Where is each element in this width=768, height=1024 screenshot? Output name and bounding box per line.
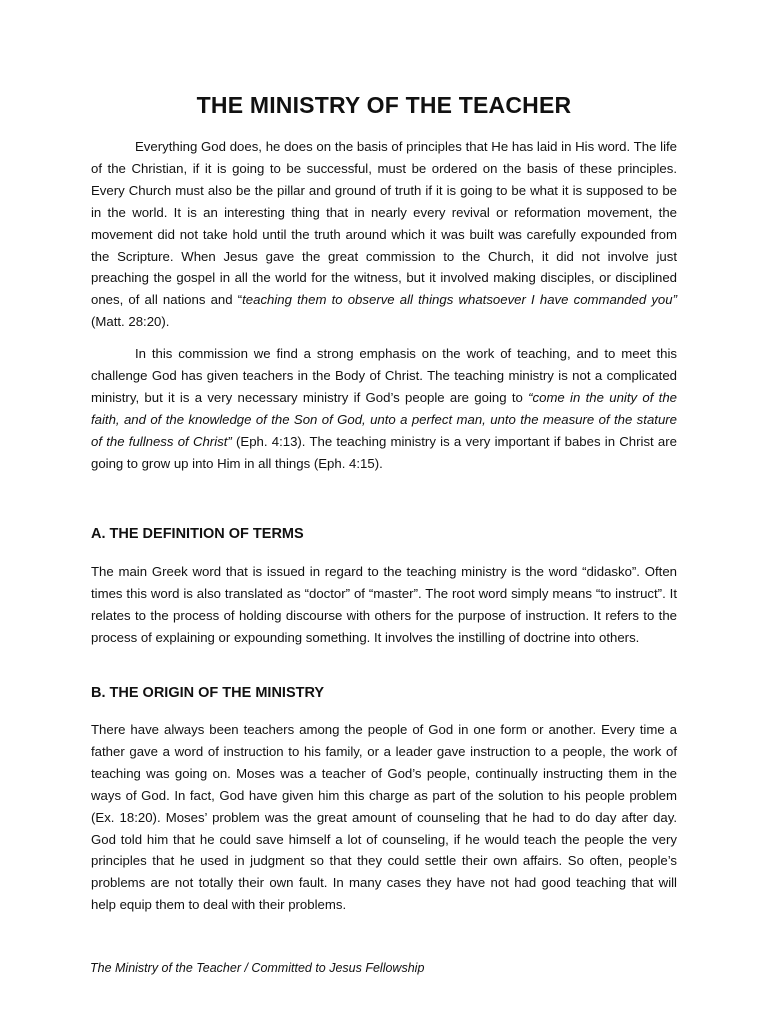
commission-scripture-quote: “come in the unity of the faith, and of the knowledge of the Son of God, unto a perfect man, unto the measure of the stature of the fullness of Christ”	[91, 389, 677, 449]
section-b-heading: B. THE ORIGIN OF THE MINISTRY	[91, 685, 325, 701]
intro-text-start: Everything God does, he does on the basis of principles that He has laid in His word. The life of the Christian, if it is going to be successful, must be ordered on the basis of these principles. Every Church must also be the pillar and ground of truth if it is going to be what it is supposed to be in the world. It is an interesting thing that in nearly every revival or reformation movement, the movement did not take hold until the truth around which it was built was carefully expounded from the Scripture. When Jesus gave the great commission to the Church, it did not involve just preaching the gospel in all the world for the witness, but it involved making disciples, or disciplined ones, of all nations and “	[91, 139, 677, 308]
section-b-paragraph: There have always been teachers among the people of God in one form or another. Every time a father gave a word of instruction to his family, or a leader gave instruction to a people, the work of teaching was going on. Moses was a teacher of God’s people, continually instructing them in the ways of God. In fact, God have given him this charge as part of the solution to his people problem (Ex. 18:20). Moses’ problem was the great amount of counseling that he had to do day after day. God told him that he could save himself a lot of counseling, if he would teach the people the very principles that he used in judgment so that they could settle their own affairs. So often, people’s problems are not totally their own fault. In many cases they have not had good teaching that will help equip them to deal with their problems.	[91, 722, 677, 913]
intro-paragraph	[91, 136, 677, 333]
commission-text-end: (Eph. 4:13). The teaching ministry is a very important if babes in Christ are going to grow up into Him in all things (Eph. 4:15).	[91, 433, 677, 471]
page-title: THE MINISTRY OF THE TEACHER	[196, 92, 572, 118]
section-a-paragraph: The main Greek word that is issued in regard to the teaching ministry is the word “didasko”. Often times this word is also translated as “doctor” of “master”. The root word simply means “to instruct”. It relates to the process of holding discourse with others for the purpose of instruction. It refers to the process of explaining or expounding something. It involves the instilling of doctrine into others.	[91, 564, 677, 645]
commission-text-start: In this commission we find a strong emphasis on the work of teaching, and to meet this challenge God has given teachers in the Body of Christ. The teaching ministry is not a complicated ministry, but it is a very necessary ministry if God’s people are going to	[91, 346, 677, 405]
intro-scripture-quote: teaching them to observe all things whatsoever I have commanded you”	[242, 292, 677, 308]
section-a-heading: A. THE DEFINITION OF TERMS	[91, 526, 304, 542]
page-footer: The Ministry of the Teacher / Committed to Jesus Fellowship	[90, 961, 425, 975]
intro-text-end: (Matt. 28:20).	[91, 314, 170, 330]
commission-paragraph	[91, 343, 677, 474]
